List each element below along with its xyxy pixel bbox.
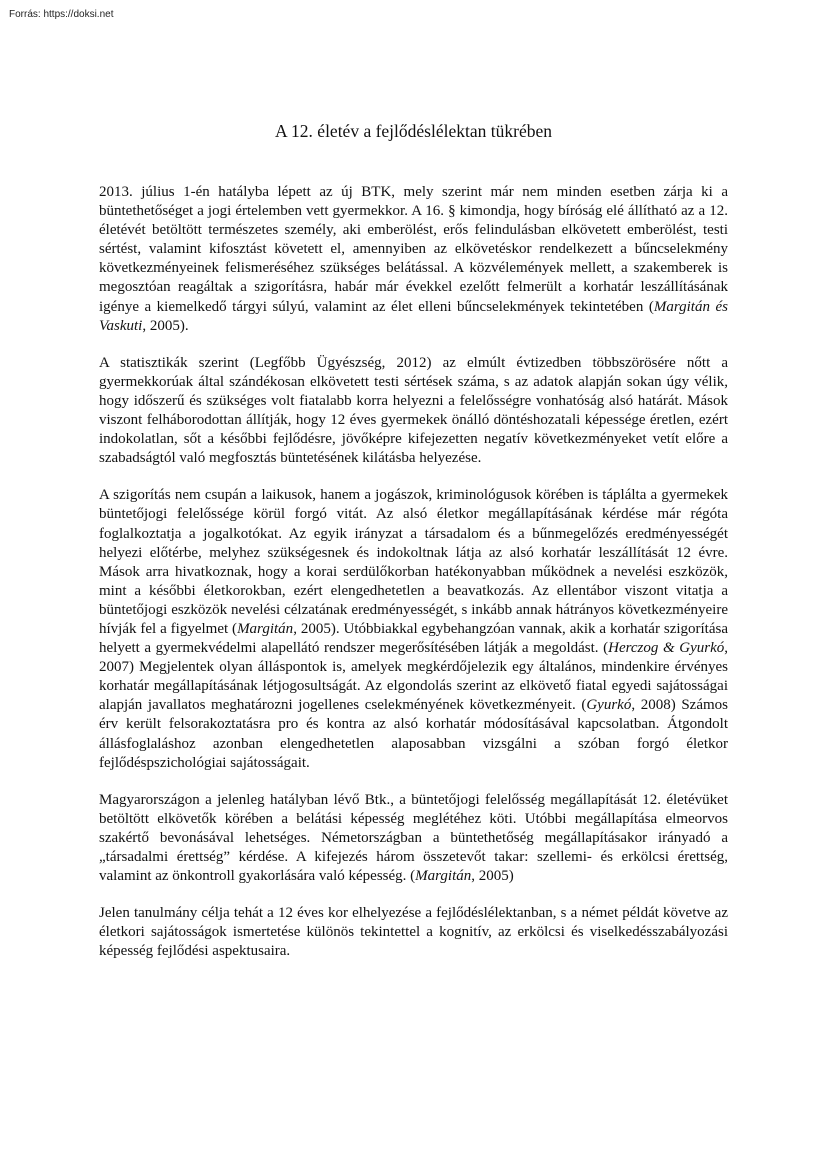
text-run: Jelen tanulmány célja tehát a 12 éves kor elhelyezése a fejlődéslélektanban, s a német példát követve az életkori sajátosságok ismertetése különös tekintettel a kognitív, az erkölcsi és viselkedésszabályozási képesség fejlődési aspektusaira.: [99, 905, 728, 960]
paragraph-1: [99, 183, 728, 336]
citation-italic: Herczog & Gyurkó: [608, 640, 725, 657]
text-run: , 2005). Utóbbiakkal egybehangzóan vannak, akik a korhatár szigorítása helyett a gyermekvédelmi alapellátó rendszer megerősítésében látják a megoldást. (: [99, 620, 728, 657]
text-run: , 2005): [471, 868, 514, 885]
paragraph-3: [99, 486, 728, 772]
document-title: A 12. életév a fejlődéslélektan tükrében: [275, 121, 552, 141]
text-run: , 2005).: [142, 317, 189, 334]
document-body: [99, 183, 728, 979]
citation-italic: Gyurkó: [586, 697, 632, 714]
text-run: Magyarországon a jelenleg hatályban lévő Btk., a büntetőjogi felelősség megállapítását 12. életévüket betöltött elkövetők körében a belátási képesség meglétéhez köti. Utóbbi megállapítása elmeorvos szakértő bevonásával lehetséges. Németországban a büntethetőség megállapításakor irányadó a „társadalmi érettség” kérdése. A kifejezés három összetevőt takar: szellemi- és erkölcsi érettség, valamint az önkontroll gyakorlására való képesség. (: [99, 791, 728, 885]
text-run: A statisztikák szerint (Legfőbb Ügyészség, 2012) az elmúlt évtizedben többszörösére nőtt a gyermekkorúak által szándékosan elkövetett testi sértések száma, s az adatok alapján sokan úgy vélik, hogy időszerű és szükséges volt fiatalabb korra helyezni a felelősségre vonhatóság alsó határát. Mások viszont felháborodottan állítják, hogy 12 éves gyermekek önálló döntéshozatali képessége éretlen, ezért indokolatlan, sőt a későbbi fejlődésre, jövőképre kifejezetten negatív következményeket vetít előre a szabadságtól való megfosztás büntetésének kilátásba helyezése.: [99, 354, 728, 467]
citation-italic: Margitán: [415, 868, 472, 885]
citation-italic: Margitán: [237, 620, 294, 637]
paragraph-4: [99, 791, 728, 886]
source-label: Forrás: https://doksi.net: [9, 9, 114, 20]
text-run: A szigorítás nem csupán a laikusok, hanem a jogászok, kriminológusok körében is táplálta a gyermekek büntetőjogi felelőssége körül forgó vitát. Az alsó életkor megállapításának kérdése már régóta foglalkoztatja a jogalkotókat. Az egyik irányzat a társadalom és a bűnmegelőzés eredményességét helyezi előtérbe, melyhez szükségesnek és indokoltnak látja az alsó korhatár leszállítását 12 évre. Mások arra hivatkoznak, hogy a korai serdülőkorban hatékonyabban működnek a nevelési eszközök, mint a későbbi életkorokban, ezért elengedhetetlen a beavatkozás. Az ellentábor viszont vitatja a büntetőjogi eszközök nevelési célzatának eredményességét, s inkább annak hátrányos következményeire hívják fel a figyelmet (: [99, 487, 728, 637]
paragraph-2: [99, 354, 728, 469]
text-run: , 2007) Megjelentek olyan álláspontok is, amelyek megkérdőjelezik egy általános, mindenkire érvényes korhatár megállapításának létjogosultságát. Az elgondolás szerint az elkövető fiatal egyedi sajátosságai alapján javallatos meghatározni jogellenes cselekményének következményeit. (: [99, 640, 728, 714]
citation-italic: Margitán és Vaskuti: [99, 298, 728, 334]
text-run: , 2008) Számos érv került felsorakoztatásra pro és kontra az alsó korhatár módosításával kapcsolatban. Átgondolt állásfoglaláshoz azonban elengedhetetlen alaposabban vizsgálni a szóban forgó életkor fejlődéspszichológiai sajátosságait.: [99, 697, 728, 771]
paragraph-5: [99, 904, 728, 961]
text-run: 2013. július 1-én hatályba lépett az új BTK, mely szerint már nem minden esetben zárja ki a büntethetőséget a jogi értelemben vett gyermekkor. A 16. § kimondja, hogy bíróság elé állítható az a 12. életévét betöltött természetes személy, aki emberölést, erős felindulásban elkövetett emberölést, testi sértést, valamint kifosztást követett el, amennyiben az elkövetéskor rendelkezett a bűncselekmény következményeinek felismeréséhez szükséges belátással. A közvélemények mellett, a szakemberek is megosztóan reagáltak a szigorításra, habár már évekkel ezelőtt felmerült a korhatár leszállításának igénye a kiemelkedő tárgyi súlyú, valamint az élet elleni bűncselekmények tekintetében (: [99, 184, 728, 315]
